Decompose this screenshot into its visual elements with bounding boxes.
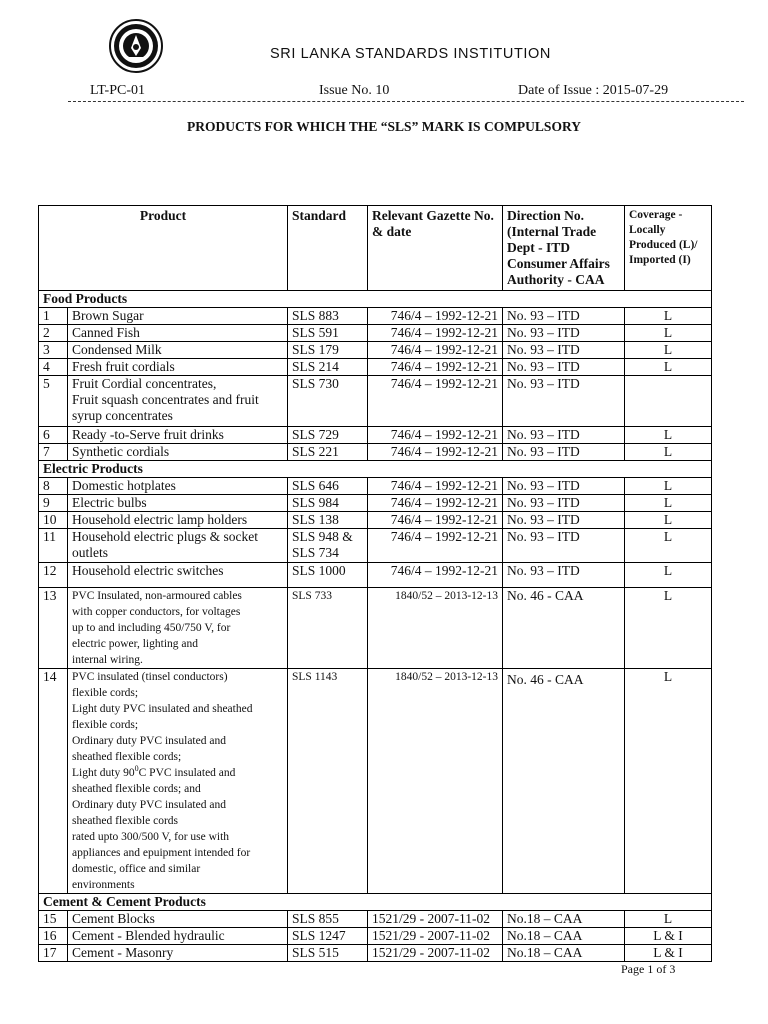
text-line: outlets <box>72 545 108 560</box>
text-line: with copper conductors, for voltages <box>72 606 241 618</box>
text-line: domestic, office and similar <box>72 863 201 875</box>
product-name: Cement Blocks <box>68 911 288 928</box>
product-name <box>68 588 288 669</box>
text-line: Ordinary duty PVC insulated and <box>72 735 226 747</box>
standard-code: SLS 591 <box>288 325 368 342</box>
text-line: electric power, lighting and <box>72 638 198 650</box>
col-standard: Standard <box>288 206 368 291</box>
product-name: Synthetic cordials <box>68 444 288 461</box>
table-row <box>39 444 712 461</box>
row-number: 14 <box>39 669 68 894</box>
standard-code: SLS 1247 <box>288 928 368 945</box>
direction-number: No. 93 – ITD <box>503 376 625 427</box>
standard-code: SLS 883 <box>288 308 368 325</box>
section-heading: Electric Products <box>39 461 712 478</box>
coverage-value: L <box>625 342 712 359</box>
gazette-reference: 1521/29 - 2007-11-02 <box>368 928 503 945</box>
section-row <box>39 291 712 308</box>
row-number: 12 <box>39 563 68 588</box>
text-line: PVC Insulated, non-armoured cables <box>72 590 242 602</box>
direction-number: No. 93 – ITD <box>503 495 625 512</box>
row-number: 10 <box>39 512 68 529</box>
product-name: Electric bulbs <box>68 495 288 512</box>
coverage-value: L <box>625 444 712 461</box>
table-row <box>39 325 712 342</box>
text-line: Fruit squash concentrates and fruit <box>72 392 259 407</box>
issue-number: Issue No. 10 <box>319 83 390 98</box>
table-row <box>39 529 712 563</box>
gazette-reference: 746/4 – 1992-12-21 <box>368 478 503 495</box>
col-gazette: Relevant Gazette No. & date <box>368 206 503 291</box>
text-line: Household electric plugs & socket <box>72 529 258 544</box>
standard-code: SLS 179 <box>288 342 368 359</box>
direction-number: No. 93 – ITD <box>503 529 625 563</box>
coverage-value: L <box>625 478 712 495</box>
institution-name: SRI LANKA STANDARDS INSTITUTION <box>270 46 551 62</box>
section-row <box>39 894 712 911</box>
sls-logo-seal <box>108 18 164 74</box>
row-number: 4 <box>39 359 68 376</box>
direction-number: No. 93 – ITD <box>503 325 625 342</box>
row-number: 17 <box>39 945 68 962</box>
text-line: C PVC insulated and <box>138 767 236 779</box>
gazette-reference: 746/4 – 1992-12-21 <box>368 427 503 444</box>
product-name: Cement - Blended hydraulic <box>68 928 288 945</box>
row-number: 13 <box>39 588 68 669</box>
table-row <box>39 669 712 894</box>
standard-code: SLS 1000 <box>288 563 368 588</box>
table-row <box>39 427 712 444</box>
text-line: sheathed flexible cords <box>72 815 179 827</box>
direction-number: No. 46 - CAA <box>503 588 625 669</box>
row-number: 2 <box>39 325 68 342</box>
text-line: Ordinary duty PVC insulated and <box>72 799 226 811</box>
row-number: 7 <box>39 444 68 461</box>
table-row <box>39 945 712 962</box>
standard-code: SLS 221 <box>288 444 368 461</box>
gazette-reference: 746/4 – 1992-12-21 <box>368 376 503 427</box>
text-line: SLS 734 <box>292 545 339 560</box>
product-name: Condensed Milk <box>68 342 288 359</box>
direction-number: No. 93 – ITD <box>503 563 625 588</box>
text-line: internal wiring. <box>72 654 143 666</box>
coverage-value: L <box>625 588 712 669</box>
row-number: 1 <box>39 308 68 325</box>
product-name: Canned Fish <box>68 325 288 342</box>
table-row <box>39 911 712 928</box>
row-number: 5 <box>39 376 68 427</box>
row-number: 9 <box>39 495 68 512</box>
section-heading: Food Products <box>39 291 712 308</box>
section-heading: Cement & Cement Products <box>39 894 712 911</box>
standard-code: SLS 730 <box>288 376 368 427</box>
coverage-value: L <box>625 911 712 928</box>
product-name: Fresh fruit cordials <box>68 359 288 376</box>
table-row <box>39 512 712 529</box>
product-name: Household electric switches <box>68 563 288 588</box>
standard-code: SLS 984 <box>288 495 368 512</box>
coverage-value: L <box>625 359 712 376</box>
gazette-reference: 746/4 – 1992-12-21 <box>368 495 503 512</box>
standard-code: SLS 646 <box>288 478 368 495</box>
standard-code: SLS 138 <box>288 512 368 529</box>
standard-code: SLS 515 <box>288 945 368 962</box>
gazette-reference: 1840/52 – 2013-12-13 <box>368 669 503 894</box>
page-number: Page 1 of 3 <box>621 962 676 976</box>
coverage-value <box>625 376 712 427</box>
coverage-value: L <box>625 563 712 588</box>
gazette-reference: 746/4 – 1992-12-21 <box>368 444 503 461</box>
table-header-row <box>39 206 712 291</box>
text-line: flexible cords; <box>72 687 139 699</box>
text-line: flexible cords; <box>72 719 139 731</box>
table-row <box>39 563 712 588</box>
text-line: up to and including 450/750 V, for <box>72 622 231 634</box>
coverage-value: L <box>625 669 712 894</box>
col-product: Product <box>39 206 288 291</box>
col-direction: Direction No. (Internal Trade Dept - ITD Consumer Affairs Authority - CAA <box>503 206 625 291</box>
table-row <box>39 478 712 495</box>
products-table <box>38 205 712 962</box>
gazette-reference: 746/4 – 1992-12-21 <box>368 342 503 359</box>
row-number: 16 <box>39 928 68 945</box>
standard-code: SLS 214 <box>288 359 368 376</box>
coverage-value: L <box>625 427 712 444</box>
text-line: environments <box>72 879 135 891</box>
table-row <box>39 376 712 427</box>
document-code: LT-PC-01 <box>90 83 145 98</box>
standard-code <box>288 529 368 563</box>
direction-number: No. 93 – ITD <box>503 478 625 495</box>
direction-number: No. 93 – ITD <box>503 444 625 461</box>
table-row <box>39 359 712 376</box>
col-coverage: Coverage - Locally Produced (L)/ Imported (I) <box>625 206 712 291</box>
direction-number: No. 93 – ITD <box>503 308 625 325</box>
degree-sign: 0 <box>134 764 139 774</box>
product-name <box>68 529 288 563</box>
header-divider <box>68 101 744 102</box>
text-line: syrup concentrates <box>72 408 173 423</box>
product-name: Brown Sugar <box>68 308 288 325</box>
product-name: Domestic hotplates <box>68 478 288 495</box>
document-title-text: PRODUCTS FOR WHICH THE “SLS” MARK IS COMPULSORY <box>187 119 581 134</box>
coverage-value: L <box>625 495 712 512</box>
product-name <box>68 669 288 894</box>
text-line: sheathed flexible cords; <box>72 751 182 763</box>
coverage-value: L & I <box>625 945 712 962</box>
row-number: 8 <box>39 478 68 495</box>
row-number: 3 <box>39 342 68 359</box>
coverage-value: L & I <box>625 928 712 945</box>
text-line: Light duty PVC insulated and sheathed <box>72 703 253 715</box>
row-number: 15 <box>39 911 68 928</box>
gazette-reference: 746/4 – 1992-12-21 <box>368 308 503 325</box>
standard-code: SLS 855 <box>288 911 368 928</box>
gazette-reference: 746/4 – 1992-12-21 <box>368 563 503 588</box>
text-line: Light duty 90 <box>72 767 135 779</box>
text-line: Fruit Cordial concentrates, <box>72 376 217 391</box>
table-row <box>39 495 712 512</box>
table-row <box>39 342 712 359</box>
gazette-reference: 746/4 – 1992-12-21 <box>368 529 503 563</box>
direction-number: No. 93 – ITD <box>503 342 625 359</box>
coverage-value: L <box>625 512 712 529</box>
direction-number: No. 93 – ITD <box>503 512 625 529</box>
product-name: Cement - Masonry <box>68 945 288 962</box>
gazette-reference: 746/4 – 1992-12-21 <box>368 325 503 342</box>
direction-number: No.18 – CAA <box>503 945 625 962</box>
product-name: Household electric lamp holders <box>68 512 288 529</box>
table-row <box>39 588 712 669</box>
standard-code: SLS 1143 <box>288 669 368 894</box>
coverage-value: L <box>625 325 712 342</box>
row-number: 11 <box>39 529 68 563</box>
direction-number: No.18 – CAA <box>503 928 625 945</box>
direction-number: No. 93 – ITD <box>503 427 625 444</box>
coverage-value: L <box>625 308 712 325</box>
section-row <box>39 461 712 478</box>
text-line: SLS 948 & <box>292 529 353 544</box>
text-line: PVC insulated (tinsel conductors) <box>72 671 228 683</box>
direction-number: No. 46 - CAA <box>503 669 625 894</box>
text-line: sheathed flexible cords; and <box>72 783 201 795</box>
gazette-reference: 1840/52 – 2013-12-13 <box>368 588 503 669</box>
gazette-reference: 746/4 – 1992-12-21 <box>368 359 503 376</box>
coverage-value: L <box>625 529 712 563</box>
row-number: 6 <box>39 427 68 444</box>
text-line: appliances and epuipment intended for <box>72 847 251 859</box>
product-name <box>68 376 288 427</box>
product-name: Ready -to-Serve fruit drinks <box>68 427 288 444</box>
gazette-reference: 1521/29 - 2007-11-02 <box>368 945 503 962</box>
standard-code: SLS 733 <box>288 588 368 669</box>
gazette-reference: 746/4 – 1992-12-21 <box>368 512 503 529</box>
table-row <box>39 308 712 325</box>
text-line: rated upto 300/500 V, for use with <box>72 831 230 843</box>
issue-date: Date of Issue : 2015-07-29 <box>518 83 669 98</box>
gazette-reference: 1521/29 - 2007-11-02 <box>368 911 503 928</box>
direction-number: No.18 – CAA <box>503 911 625 928</box>
direction-number: No. 93 – ITD <box>503 359 625 376</box>
standard-code: SLS 729 <box>288 427 368 444</box>
table-row <box>39 928 712 945</box>
document-title <box>0 119 768 135</box>
